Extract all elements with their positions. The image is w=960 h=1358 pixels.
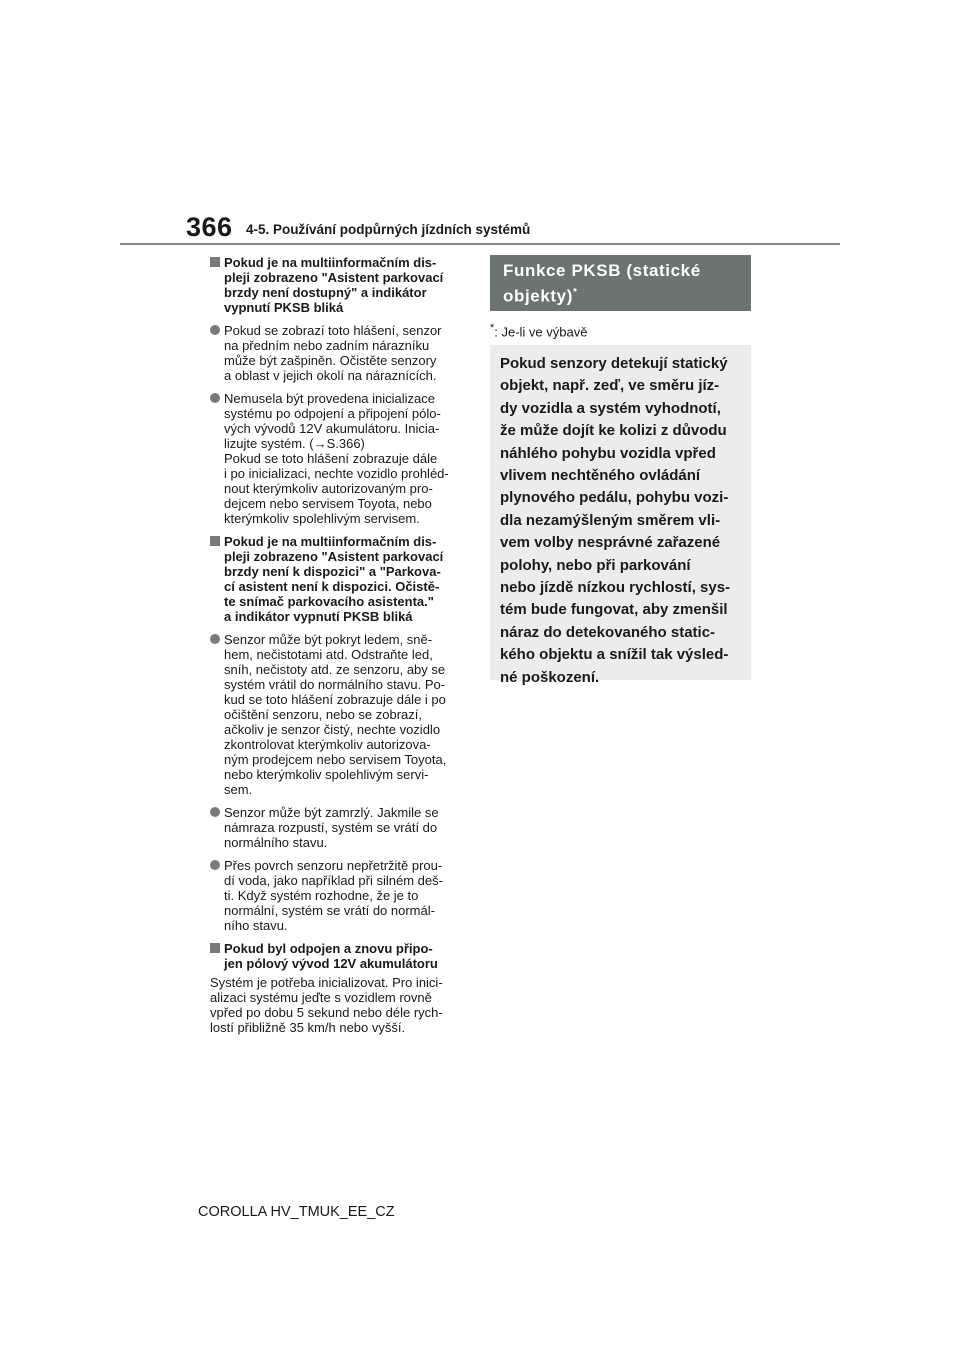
footnote-text: : Je-li ve výbavě: [494, 324, 588, 340]
section-title: [503, 260, 701, 308]
list-item-text: Senzor může být pokryt ledem, sně- hem, nečistotami atd. Odstraňte led, sníh, nečistoty atd. ze senzoru, aby se systém vrátil do normálního stavu. Po- kud se toto hlášení zobrazuje dále i po očištění senzoru, nebo se zobrazí, ačkoliv je senzor čistý, nechte vozidlo zkontrolovat kterýmkoliv autorizova- ným prodejcem nebo servisem Toyota, nebo kterýmkoliv spolehlivým servi- sem.: [224, 632, 447, 797]
list-item: [210, 805, 472, 850]
round-bullet-icon: [210, 325, 220, 335]
list-item: [210, 858, 472, 933]
info-box-text: Pokud senzory detekují statický objekt, např. zeď, ve směru jíz- dy vozidla a systém vyhodnotí, že může dojít ke kolizi z důvodu náhlého pohybu vozidla vpřed vlivem nechtěného ovládání plynového pedálu, pohybu vozi- dla nezamýšleným směrem vli- vem volby nesprávné zařazené polohy, nebo při parkování nebo jízdě nízkou rychlostí, sys- tém bude fungovat, aby zmenšil náraz do detekovaného static- kého objektu a snížil tak výsled- né poškození.: [500, 355, 731, 686]
list-item-text: Nemusela být provedena inicializace systému po odpojení a připojení pólo- vých vývodů 12V akumulátoru. Inicia- lizujte systém. (→S.366) Pokud se toto hlášení zobrazuje dále i po inicializaci, nechte vozidlo prohléd- nout kterýmkoliv autorizovaným pro- dejcem nebo servisem Toyota, nebo kterýmkoliv spolehlivým servisem.: [224, 391, 449, 526]
chapter-title: 4-5. Používání podpůrných jízdních systémů: [246, 222, 531, 237]
subheading-text: Pokud byl odpojen a znovu připo- jen pólový vývod 12V akumulátoru: [224, 941, 438, 971]
header-divider: [120, 243, 840, 245]
list-item: [210, 323, 472, 383]
subheading-not-available: [210, 534, 472, 624]
footnote: [490, 322, 587, 339]
subheading-display-unavailable: [210, 255, 472, 315]
list-item-text: Pokud se zobrazí toto hlášení, senzor na předním nebo zadním nárazníku může být zašpiněn. Očistěte senzory a oblast v jejich okolí na náraznících.: [224, 323, 442, 383]
section-title-footnote-mark: *: [572, 287, 578, 298]
list-item-text: Senzor může být zamrzlý. Jakmile se námraza rozpustí, systém se vrátí do normálního stavu.: [224, 805, 439, 850]
left-column: [210, 255, 472, 1035]
square-bullet-icon: [210, 536, 220, 546]
square-bullet-icon: [210, 943, 220, 953]
info-box: [490, 345, 751, 686]
subheading-text: Pokud je na multiinformačním dis- pleji zobrazeno "Asistent parkovací brzdy není dostupný" a indikátor vypnutí PKSB bliká: [224, 255, 444, 315]
subheading-battery-reconnect: [210, 941, 472, 971]
section-title-box: [490, 255, 751, 311]
list-item: [210, 632, 472, 797]
page-number: 366: [186, 212, 233, 242]
list-item-text: Přes povrch senzoru nepřetržitě prou- dí voda, jako například při silném deš- ti. Když systém rozhodne, že je to normální, systém se vrátí do normál- ního stavu.: [224, 858, 443, 933]
footer-doc-id: COROLLA HV_TMUK_EE_CZ: [198, 1204, 395, 1220]
footnote-mark: *: [490, 322, 495, 334]
section-title-text: Funkce PKSB (statické objekty): [503, 261, 701, 306]
body-paragraph: Systém je potřeba inicializovat. Pro inici- alizaci systému jeďte s vozidlem rovně vpřed po dobu 5 sekund nebo déle rych- lostí přibližně 35 km/h nebo vyšší.: [210, 975, 443, 1035]
square-bullet-icon: [210, 257, 220, 267]
round-bullet-icon: [210, 634, 220, 644]
subheading-text: Pokud je na multiinformačním dis- pleji zobrazeno "Asistent parkovací brzdy není k dispozici" a "Parkova- cí asistent není k dispozici. Očistě- te snímač parkovacího asistenta." a indikátor vypnutí PKSB bliká: [224, 534, 444, 624]
round-bullet-icon: [210, 860, 220, 870]
round-bullet-icon: [210, 807, 220, 817]
round-bullet-icon: [210, 393, 220, 403]
list-item: [210, 391, 472, 526]
